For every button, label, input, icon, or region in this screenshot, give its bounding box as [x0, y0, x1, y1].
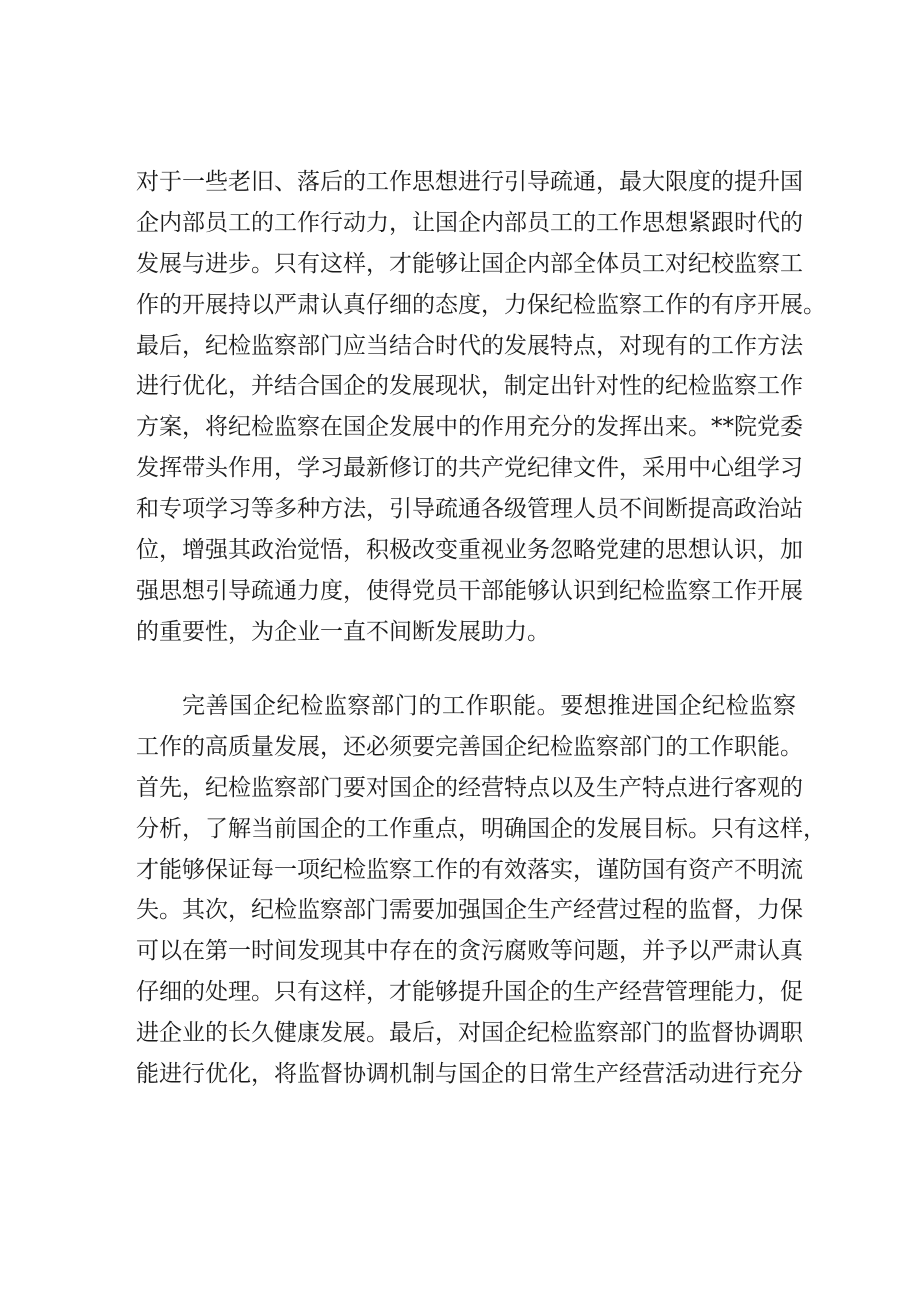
text-line: 作的开展持以严肃认真仔细的态度，力保纪检监察工作的有序开展。	[136, 291, 826, 318]
text-line: 位，增强其政治觉悟，积极改变重视业务忽略党建的思想认识，加	[136, 537, 803, 564]
text-line: 失。其次，纪检监察部门需要加强国企生产经营过程的监督，力保	[136, 897, 803, 924]
text-line: 最后，纪检监察部门应当结合时代的发展特点，对现有的工作方法	[136, 332, 803, 359]
text-line: 工作的高质量发展，还必须要完善国企纪检监察部门的工作职能。	[136, 733, 803, 760]
paragraph-1	[136, 162, 826, 653]
text-line: 的重要性，为企业一直不间断发展助力。	[136, 618, 550, 645]
text-line: 企内部员工的工作行动力，让国企内部员工的工作思想紧跟时代的	[136, 209, 803, 236]
text-line: 进行优化，并结合国企的发展现状，制定出针对性的纪检监察工作	[136, 373, 803, 400]
text-line: 仔细的处理。只有这样，才能够提升国企的生产经营管理能力，促	[136, 979, 803, 1006]
paragraph-2	[136, 686, 826, 1095]
text-line: 首先，纪检监察部门要对国企的经营特点以及生产特点进行客观的	[136, 774, 803, 801]
text-line: 完善国企纪检监察部门的工作职能。要想推进国企纪检监察	[182, 693, 796, 719]
text-line: 发挥带头作用，学习最新修订的共产党纪律文件，采用中心组学习	[136, 455, 803, 482]
text-line: 对于一些老旧、落后的工作思想进行引导疏通，最大限度的提升国	[136, 169, 803, 195]
text-line: 可以在第一时间发现其中存在的贪污腐败等问题，并予以严肃认真	[136, 938, 803, 965]
text-line: 方案，将纪检监察在国企发展中的作用充分的发挥出来。**院党委	[136, 414, 803, 441]
text-line: 能进行优化，将监督协调机制与国企的日常生产经营活动进行充分	[136, 1061, 803, 1088]
text-line: 分析，了解当前国企的工作重点，明确国企的发展目标。只有这样，	[136, 815, 826, 842]
text-line: 发展与进步。只有这样，才能够让国企内部全体员工对纪校监察工	[136, 250, 803, 277]
text-line: 才能够保证每一项纪检监察工作的有效落实，谨防国有资产不明流	[136, 856, 803, 883]
text-line: 强思想引导疏通力度，使得党员干部能够认识到纪检监察工作开展	[136, 577, 803, 604]
text-line: 进企业的长久健康发展。最后，对国企纪检监察部门的监督协调职	[136, 1020, 803, 1047]
text-line: 和专项学习等多种方法，引导疏通各级管理人员不间断提高政治站	[136, 496, 803, 523]
